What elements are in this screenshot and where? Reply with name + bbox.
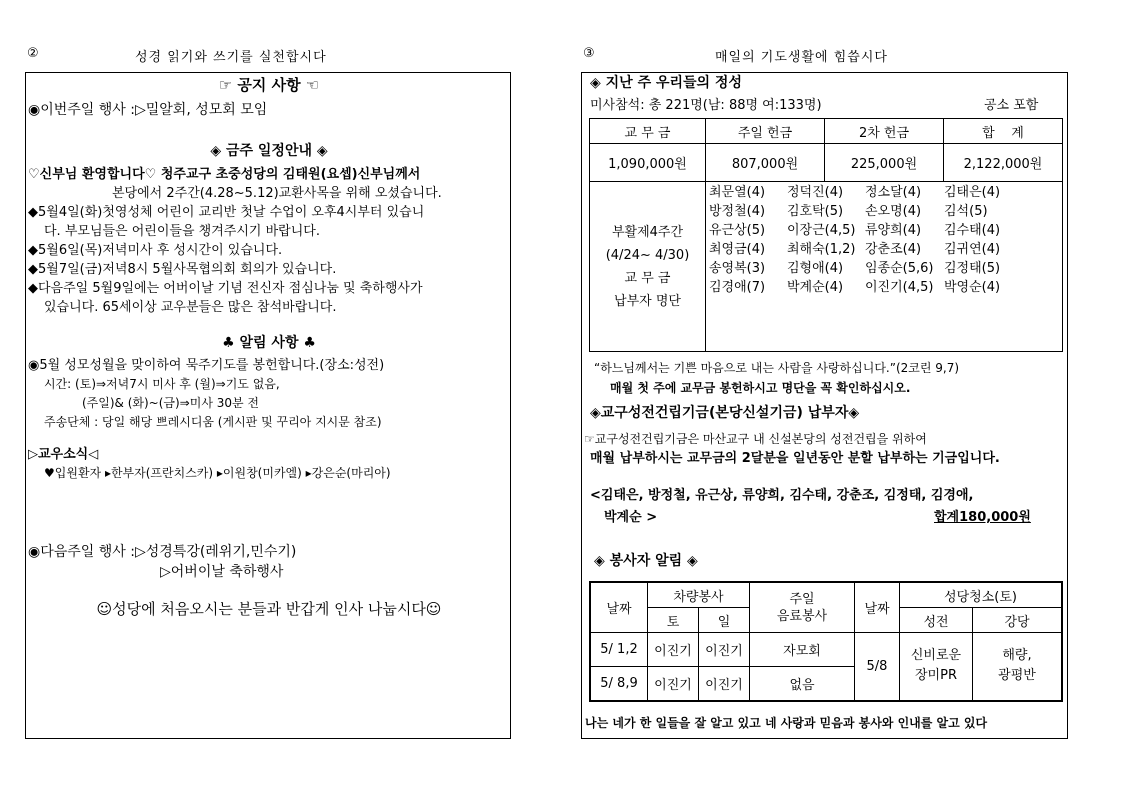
tithe-name: 김정태(5): [944, 261, 1001, 276]
schedule-line: ◆다음주일 5월9일에는 어버이날 기념 전신자 점심나눔 및 축하행사가: [28, 281, 423, 296]
fund-donors: <김태은, 방정철, 유근상, 류양희, 김수태, 강춘조, 김정태, 김경애,: [590, 488, 974, 503]
tithe-name: 류양희(4): [865, 223, 922, 238]
vol-header-sanctuary: 성전: [900, 608, 973, 633]
vol-header-drink: [750, 582, 855, 633]
clean-hall-line: 광평반: [998, 668, 1036, 684]
clean-sanctuary-line: 장미PR: [915, 668, 957, 684]
building-fund-desc-text: 매월 납부하시는 교무금의 2달분을 일년동안 분할 납부하는 기금입니다.: [590, 451, 1000, 466]
greeting: ☺성당에 처음오시는 분들과 반갑게 인사 나눕시다☺: [96, 600, 442, 618]
tithe-name: 정덕진(4): [787, 185, 844, 200]
volunteer-table: [589, 581, 1063, 702]
alert-line: ◉5월 성모성월을 맞이하여 묵주기도를 봉헌합니다.(장소:성전): [28, 358, 385, 373]
offering-value: 225,000원: [825, 144, 944, 182]
vol-header-vehicle: 차량봉사: [648, 582, 750, 608]
tithe-reminder: 매월 첫 주에 교무금 봉헌하시고 명단을 꼭 확인하십시오.: [610, 381, 911, 395]
tithe-name: 김형애(4): [787, 261, 844, 276]
offering-value: 1,090,000원: [590, 144, 706, 182]
vol-header-date2: 날짜: [855, 582, 900, 633]
tithe-label-line: 교 무 금: [624, 270, 671, 286]
tithe-name: 강춘조(4): [865, 242, 922, 257]
vol-header-clean: 성당청소(토): [900, 582, 1063, 608]
footer-quote: 나는 네가 한 일들을 잘 알고 있고 네 사랑과 믿음과 봉사와 인내를 알고 있다: [585, 716, 988, 730]
tithe-name: 김석(5): [944, 204, 988, 219]
clean-hall-line: 해량,: [1002, 648, 1032, 664]
schedule-line: ◆5월7일(금)저녁8시 5월사목협의회 회의가 있습니다.: [28, 262, 337, 277]
fund-donors-2: 박계순 >: [604, 510, 658, 525]
page-number: ③: [583, 46, 595, 61]
offering-header: 합 계: [944, 119, 1063, 144]
tithe-name: 박계순(4): [787, 280, 844, 295]
next-week-event-2: ▷어버이날 축하행사: [160, 564, 284, 580]
clean-date: 5/8: [855, 633, 900, 701]
schedule-line: ◆5월6일(목)저녁미사 후 성시간이 있습니다.: [28, 243, 283, 258]
schedule-line: 본당에서 2주간(4.28~5.12)교환사목을 위해 오셨습니다.: [112, 186, 442, 201]
this-week-event: ◉이번주일 행사 :▷밀알회, 성모회 모임: [28, 102, 268, 118]
tithe-name: 이장근(4,5): [787, 223, 856, 238]
offering-value: 807,000원: [706, 144, 825, 182]
tithe-name: 김귀연(4): [944, 242, 1001, 257]
parish-news: ♥입원환자 ▸한부자(프란치스카) ▸이원창(미카엘) ▸강은순(마리아): [44, 466, 391, 480]
clean-sanctuary-line: 신비로운: [910, 648, 962, 664]
offering-header: 교 무 금: [590, 119, 706, 144]
page-header: 성경 읽기와 쓰기를 실천합시다: [135, 50, 327, 65]
building-fund-title: ◈교구성전건립기금(본당신설기금) 납부자◈: [590, 405, 860, 421]
vol-drink: 자모회: [750, 633, 855, 667]
notice-title: ☞ 공지 사항 ☜: [218, 76, 320, 94]
tithe-name: 최해숙(1,2): [787, 242, 856, 257]
clean-hall: [973, 633, 1063, 701]
fund-total: 합계180,000원: [934, 510, 1031, 525]
attendance: 미사참석: 총 221명(남: 88명 여:133명): [590, 98, 822, 113]
alert-line: 시간: (토)⇒저녁7시 미사 후 (월)⇒기도 없음,: [44, 377, 280, 391]
attendance-note: 공소 포함: [984, 98, 1039, 113]
vol-header-date: 날짜: [590, 582, 648, 633]
tithe-label: [590, 182, 706, 352]
tithe-name: 임종순(5,6): [865, 261, 934, 276]
building-fund-desc-2: [590, 450, 1000, 467]
right-panel: [581, 72, 1068, 739]
tithe-name: 김경애(7): [709, 280, 766, 295]
tithe-name: 손오명(4): [865, 204, 922, 219]
vol-sun: 이진기: [699, 667, 750, 701]
tithe-name: 이진기(4,5): [865, 280, 934, 295]
offering-header: 2차 헌금: [825, 119, 944, 144]
vol-header-sun: 일: [699, 608, 750, 633]
offering-title: ◈ 지난 주 우리들의 정성: [590, 75, 742, 91]
bible-quote: “하느님께서는 기쁜 마음으로 내는 사람을 사랑하십니다.”(2코린 9,7): [594, 361, 960, 375]
offering-value: 2,122,000원: [944, 144, 1063, 182]
vol-sat: 이진기: [648, 667, 699, 701]
alert-line: 주송단체 : 당일 해당 쁘레시디움 (게시판 및 꾸리아 지시문 참조): [44, 415, 382, 429]
tithe-name: 송영복(3): [709, 261, 766, 276]
tithe-name: 박영순(4): [944, 280, 1001, 295]
offering-header: 주일 헌금: [706, 119, 825, 144]
tithe-name: 유근상(5): [709, 223, 766, 238]
tithe-name: 김호탁(5): [787, 204, 844, 219]
next-week-event: ◉다음주일 행사 :▷성경특강(레위기,민수기): [28, 544, 297, 560]
page-header: 매일의 기도생활에 힘씁시다: [715, 50, 888, 65]
alert-line: (주일)& (화)~(금)⇒미사 30분 전: [82, 396, 260, 410]
tithe-name: 정소달(4): [865, 185, 922, 200]
vol-sat: 이진기: [648, 633, 699, 667]
schedule-line: ◆5월4일(화)첫영성체 어린이 교리반 첫날 수업이 오후4시부터 있습니: [28, 205, 425, 220]
tithe-label-line: (4/24~ 4/30): [605, 247, 690, 263]
tithe-name: 최문열(4): [709, 185, 766, 200]
vol-date: 5/ 8,9: [590, 667, 648, 701]
building-fund-desc: ☞교구성전건립기금은 마산교구 내 신설본당의 성전건립을 위하여: [584, 432, 927, 446]
tithe-label-line: 납부자 명단: [614, 293, 681, 309]
volunteer-title: ◈ 봉사자 알림 ◈: [594, 553, 698, 569]
clean-sanctuary: [900, 633, 973, 701]
page-number: ②: [27, 46, 39, 61]
schedule-line: 다. 부모님들은 어린이들을 챙겨주시기 바랍니다.: [44, 224, 320, 239]
offering-table: [589, 118, 1063, 352]
schedule-title: ◈ 금주 일정안내 ◈: [210, 143, 328, 159]
parish-news-title: ▷교우소식◁: [28, 447, 99, 462]
tithe-name: 김태은(4): [944, 185, 1001, 200]
vol-sun: 이진기: [699, 633, 750, 667]
tithe-name: 방정철(4): [709, 204, 766, 219]
vol-header-drink-1: 주일: [789, 591, 815, 607]
vol-header-drink-2: 음료봉사: [776, 608, 828, 624]
notice-panel: [25, 72, 511, 739]
schedule-line: 있습니다. 65세이상 교우분들은 많은 참석바랍니다.: [44, 300, 337, 315]
vol-drink: 없음: [750, 667, 855, 701]
vol-date: 5/ 1,2: [590, 633, 648, 667]
vol-header-hall: 강당: [973, 608, 1063, 633]
schedule-line: ♡신부님 환영합니다♡ 청주교구 초중성당의 김태원(요셉)신부님께서: [28, 167, 421, 182]
tithe-name: 최영금(4): [709, 242, 766, 257]
tithe-names: [706, 182, 1063, 352]
vol-header-sat: 토: [648, 608, 699, 633]
alert-title: ♣ 알림 사항 ♣: [222, 335, 316, 351]
tithe-label-line: 부활제4주간: [611, 224, 684, 240]
tithe-name: 김수태(4): [944, 223, 1001, 238]
